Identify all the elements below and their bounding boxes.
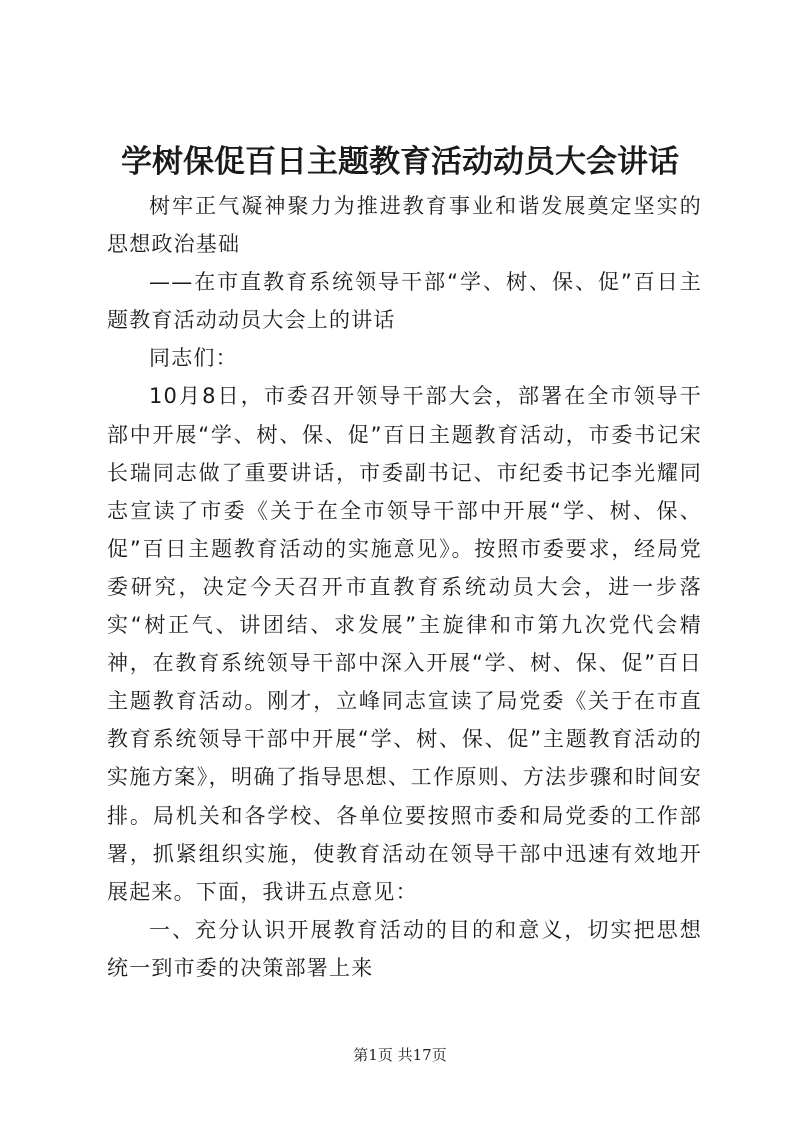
document-title: 学树保促百日主题教育活动动员大会讲话 — [121, 144, 679, 180]
salutation-paragraph: 同志们： — [149, 346, 238, 371]
page-footer: 第1页 共17页 — [353, 1046, 447, 1064]
section-heading-paragraph: 一、充分认识开展教育活动的目的和意义，切实把思想统一到市委的决策部署上来 — [107, 917, 702, 980]
subtitle-paragraph: 树牢正气凝神聚力为推进教育事业和谐发展奠定坚实的思想政治基础 — [107, 194, 702, 257]
document-body — [107, 187, 702, 987]
speech-occasion-paragraph: ——在市直教育系统领导干部“学、树、保、促”百日主题教育活动动员大会上的讲话 — [107, 270, 702, 333]
body-paragraph: 10月8日，市委召开领导干部大会，部署在全市领导干部中开展“学、树、保、促”百日主题教育活动，市委书记宋长瑞同志做了重要讲话，市委副书记、市纪委书记李光耀同志宣读了市委《关于在全市领导干部中开展“学、树、保、促”百日主题教育活动的实施意见》。按照市委要求，经局党委研究，决定今天召开市直教育系统动员大会，进一步落实“树正气、讲团结、求发展”主旋律和市第九次党代会精神，在教育系统领导干部中深入开展“学、树、保、促”百日主题教育活动。刚才，立峰同志宣读了局党委《关于在市直教育系统领导干部中开展“学、树、保、促”主题教育活动的实施方案》，明确了指导思想、工作原则、方法步骤和时间安排。局机关和各学校、各单位要按照市委和局党委的工作部署，抓紧组织实施，使教育活动在领导干部中迅速有效地开展起来。下面，我讲五点意见： — [107, 384, 702, 904]
